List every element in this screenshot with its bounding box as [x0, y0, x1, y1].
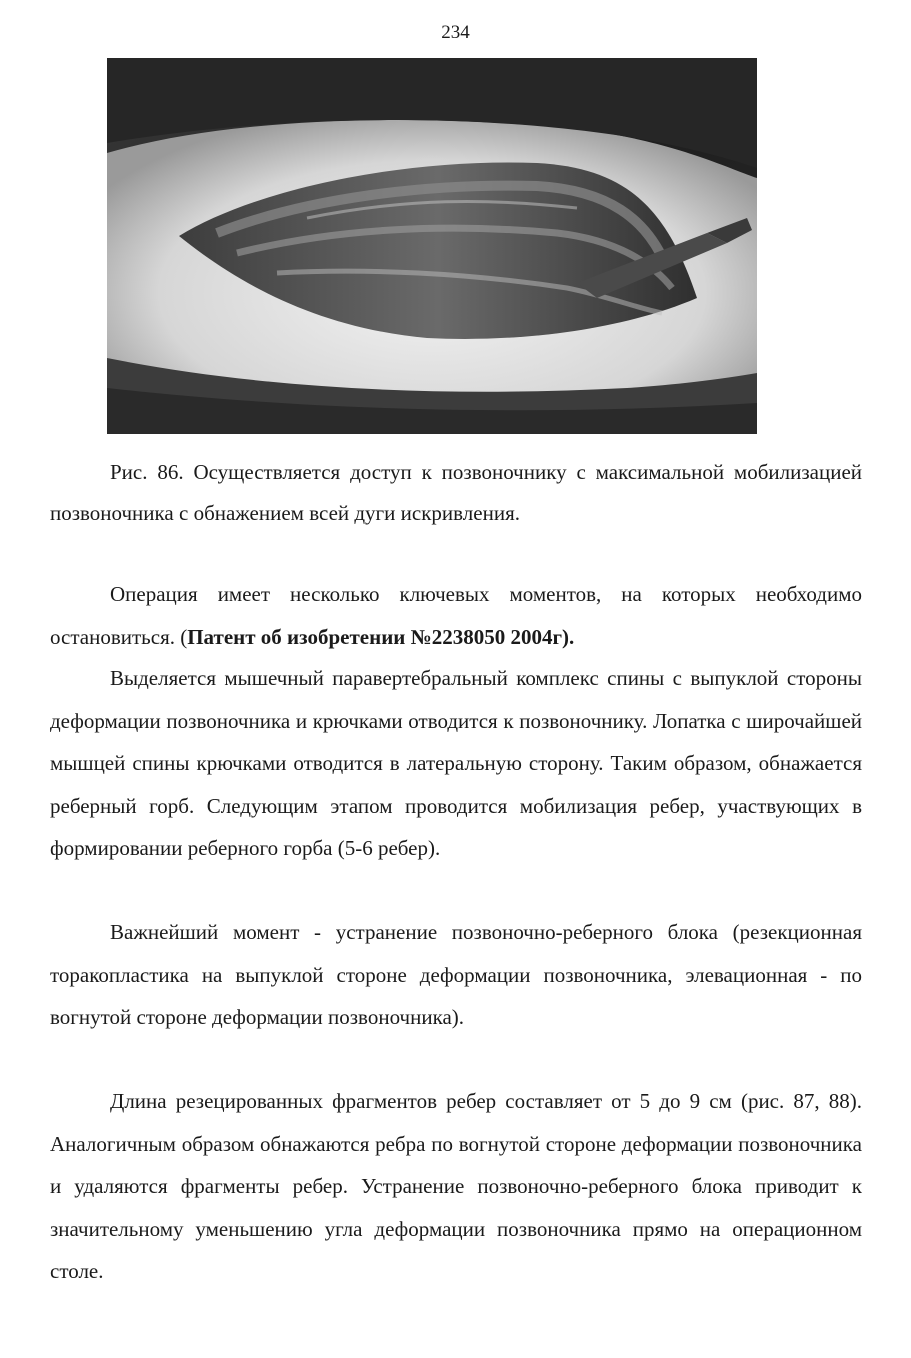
paragraph-2: Выделяется мышечный паравертебральный комплекс спины с выпуклой стороны деформации позвоночника и крючками отводится к позвоночнику. Лопатка с широчайшей мышцей спины крючками отводится в латеральную сторону. Таким образом, обнажается реберный горб. Следующим этапом проводится мобилизация ребер, участвующих в формировании реберного горба (5-6 ребер). — [50, 666, 862, 860]
patent-reference: Патент об изобретении №2238050 2004г). — [187, 624, 575, 649]
figure-caption: Рис. 86. Осуществляется доступ к позвоночнику с максимальной мобилизацией позвоночника с обнажением всей дуги искривления. — [50, 460, 862, 525]
paragraph-1-text: Операция имеет несколько ключевых моментов, на которых необходимо остановиться. ( — [50, 582, 862, 649]
paragraph-1 — [50, 573, 862, 658]
paragraph-4: Длина резецированных фрагментов ребер составляет от 5 до 9 см (рис. 87, 88). Аналогичным образом обнажаются ребра по вогнутой стороне деформации позвоночника и удаляются фрагменты ребер. Устранение позвоночно-реберного блока приводит к значительному уменьшению угла деформации позвоночника прямо на операционном столе. — [50, 1089, 862, 1283]
page-number: 234 — [441, 22, 470, 43]
surgical-photo — [107, 58, 757, 434]
surgical-photo-icon — [107, 58, 757, 434]
paragraph-3: Важнейший момент - устранение позвоночно-реберного блока (резекционная торакопластика на выпуклой стороне деформации позвоночника, элевационная - по вогнутой стороне деформации позвоночника). — [50, 920, 862, 1029]
